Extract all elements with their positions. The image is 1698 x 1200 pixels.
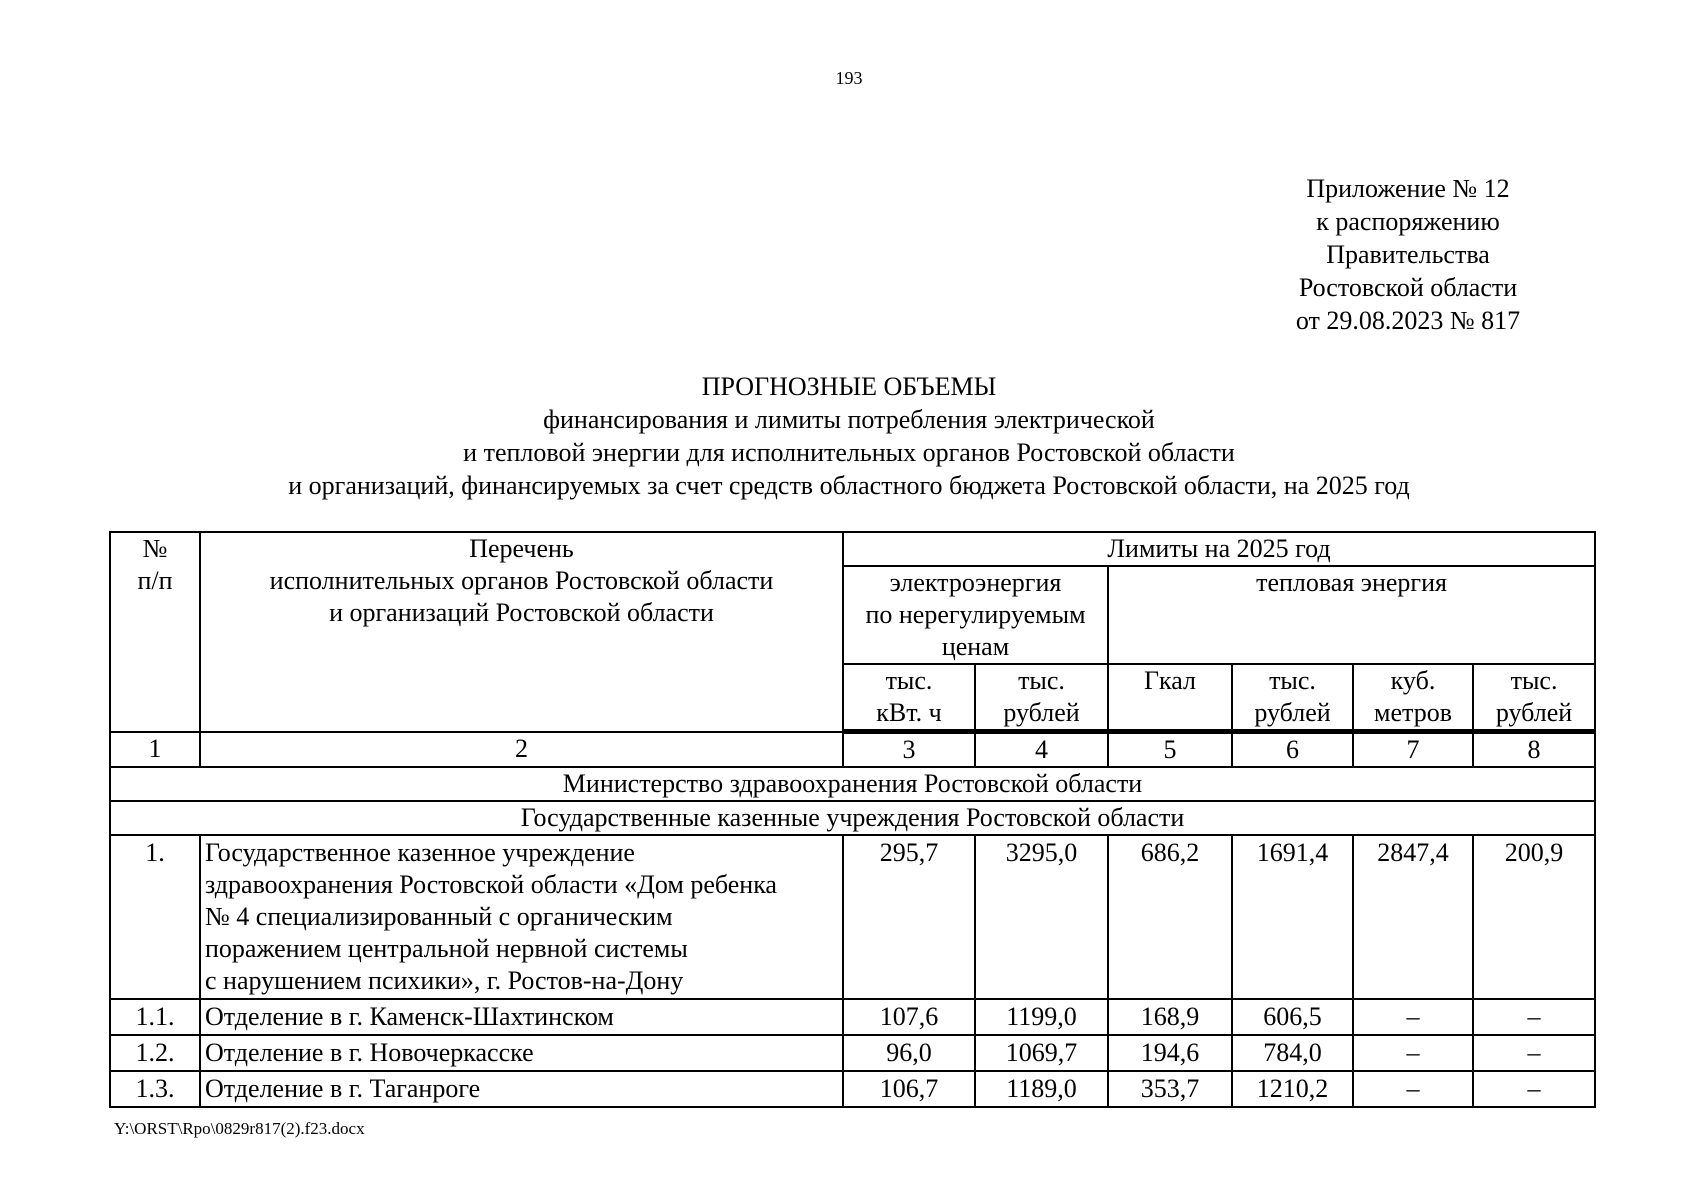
row-value: 295,7 [843,835,975,999]
unit-text: рублей [1495,698,1573,727]
page-number: 193 [835,68,863,88]
row-value: – [1473,1071,1595,1107]
column-number: 6 [1232,732,1353,768]
row-name-line: Государственное казенное учреждение [205,838,635,867]
column-numbers-row [110,732,1595,768]
column-number: 1 [110,732,200,768]
header-heat: тепловая энергия [1108,566,1595,664]
unit-text: кВт. ч [876,698,942,727]
row-num: 1.1. [110,999,200,1035]
row-value: 1189,0 [975,1071,1108,1107]
header-limits: Лимиты на 2025 год [843,532,1595,566]
appendix-line: к распоряжению [1316,207,1500,236]
header-row [110,532,1595,566]
appendix-line: от 29.08.2023 № 817 [1295,306,1521,335]
row-value: – [1473,999,1595,1035]
row-name: Отделение в г. Новочеркасске [200,1035,843,1071]
unit-cell [1232,664,1353,732]
header-num [110,532,200,732]
unit-cell [975,664,1108,732]
section-title: Министерство здравоохранения Ростовской области [110,767,1595,801]
row-num: 1.2. [110,1035,200,1071]
row-value: 200,9 [1473,835,1595,999]
column-number: 7 [1353,732,1473,768]
column-number: 5 [1108,732,1232,768]
row-value: – [1353,999,1473,1035]
row-value: 3295,0 [975,835,1108,999]
header-text: ценам [941,632,1010,661]
row-value: 1210,2 [1232,1071,1353,1107]
row-value: 686,2 [1108,835,1232,999]
row-value: 353,7 [1108,1071,1232,1107]
title-line: и тепловой энергии для исполнительных органов Ростовской области [463,438,1235,467]
row-value: 1691,4 [1232,835,1353,999]
unit-text: Гкал [1143,666,1196,695]
row-name: Отделение в г. Таганроге [200,1071,843,1107]
limits-table [109,531,1596,1108]
column-number: 4 [975,732,1108,768]
appendix-line: Приложение № 12 [1306,174,1510,203]
row-name-line: поражением центральной нервной системы [205,934,688,963]
unit-text: тыс. [1018,666,1065,695]
subsection-row [110,801,1595,835]
title-line: и организаций, финансируемых за счет средств областного бюджета Ростовской области, на 2025 год [288,471,1410,500]
unit-text: тыс. [1269,666,1316,695]
header-list [200,532,843,732]
row-value: – [1353,1071,1473,1107]
file-path: Y:\ORST\Rpo\0829r817(2).f23.docx [114,1119,365,1138]
section-row [110,767,1595,801]
row-num: 1.3. [110,1071,200,1107]
row-value: 1069,7 [975,1035,1108,1071]
header-text: № [142,534,168,563]
unit-cell [1353,664,1473,732]
header-text: Перечень [469,534,574,563]
row-value: 784,0 [1232,1035,1353,1071]
row-name-line: № 4 специализированный с органическим [205,902,673,931]
row-num: 1. [110,835,200,999]
unit-text: метров [1374,698,1452,727]
unit-text: куб. [1390,666,1436,695]
unit-cell [1473,664,1595,732]
row-value: – [1473,1035,1595,1071]
column-number: 8 [1473,732,1595,768]
unit-text: рублей [1254,698,1331,727]
table-row [110,835,1595,999]
row-value: – [1353,1035,1473,1071]
row-value: 106,7 [843,1071,975,1107]
row-value: 606,5 [1232,999,1353,1035]
header-text: по нерегулируемым [865,600,1086,629]
unit-cell [1108,664,1232,732]
table-row [110,999,1595,1035]
header-text: электроэнергия [889,568,1062,597]
header-text: исполнительных органов Ростовской области [269,566,774,595]
header-text: п/п [137,566,173,595]
title-line: финансирования и лимиты потребления электрической [543,405,1155,434]
document-title [0,370,1698,502]
row-value: 194,6 [1108,1035,1232,1071]
row-value: 1199,0 [975,999,1108,1035]
appendix-line: Ростовской области [1298,273,1518,302]
unit-cell [843,664,975,732]
column-number: 2 [200,732,843,768]
row-name-line: с нарушением психики», г. Ростов-на-Дону [205,966,684,995]
row-value: 2847,4 [1353,835,1473,999]
title-heading: ПРОГНОЗНЫЕ ОБЪЕМЫ [701,372,997,401]
unit-text: тыс. [1510,666,1558,695]
header-electricity [843,566,1108,664]
header-text: и организаций Ростовской области [329,598,714,627]
table-row [110,1071,1595,1107]
row-name-line: здравоохранения Ростовской области «Дом ребенка [205,870,777,899]
row-name [200,835,843,999]
column-number: 3 [843,732,975,768]
row-value: 96,0 [843,1035,975,1071]
row-value: 168,9 [1108,999,1232,1035]
row-value: 107,6 [843,999,975,1035]
subsection-title: Государственные казенные учреждения Ростовской области [110,801,1595,835]
unit-text: рублей [1003,698,1080,727]
appendix-block [1238,172,1578,337]
row-name: Отделение в г. Каменск-Шахтинском [200,999,843,1035]
appendix-line: Правительства [1326,240,1490,269]
table-row [110,1035,1595,1071]
unit-text: тыс. [885,666,933,695]
